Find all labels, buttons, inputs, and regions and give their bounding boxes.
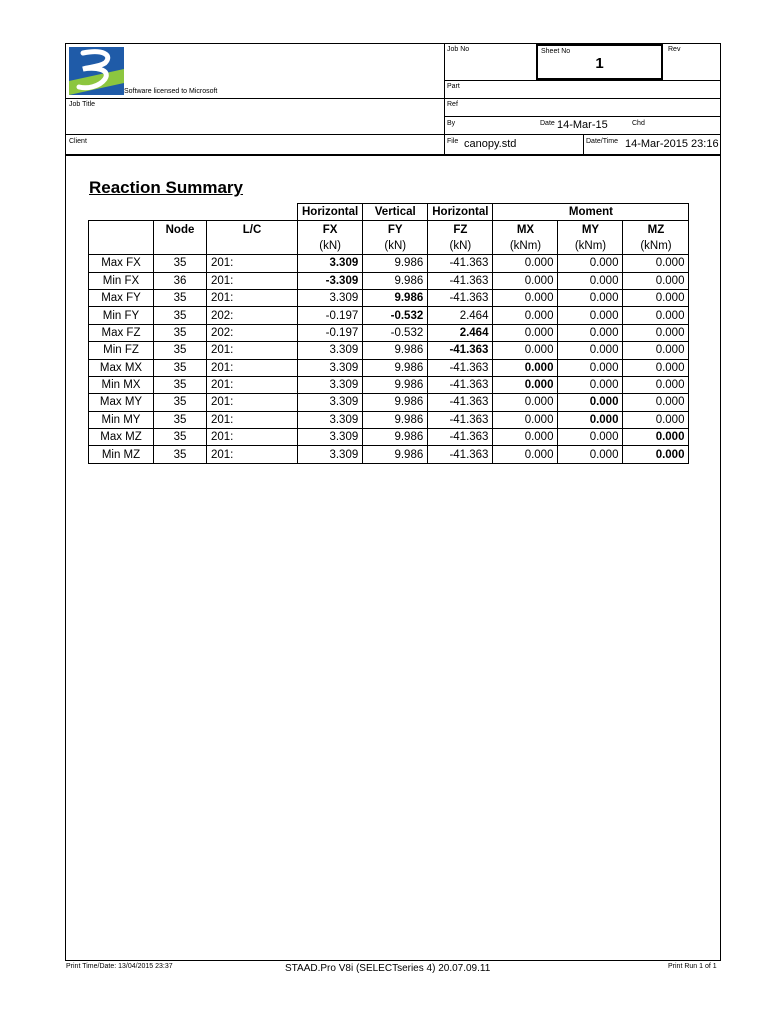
cell-my: 0.000: [558, 376, 623, 393]
cell-label: Max MY: [89, 394, 154, 411]
ref-label: Ref: [447, 101, 458, 108]
group-header: Moment: [493, 204, 689, 221]
job-title-label: Job Title: [69, 101, 96, 108]
date-value: 14-Mar-15: [557, 119, 608, 131]
cell-fy: 9.986: [363, 359, 428, 376]
cell-lc: 201:: [207, 446, 298, 463]
cell-mz: 0.000: [623, 289, 689, 306]
table-row: [89, 342, 689, 359]
cell-fx: -0.197: [298, 307, 363, 324]
cell-mx: 0.000: [493, 272, 558, 289]
unit-label: (kNm): [623, 238, 689, 255]
file-value: canopy.std: [464, 138, 517, 150]
cell-node: 35: [154, 307, 207, 324]
cell-mz: 0.000: [623, 307, 689, 324]
cell-fx: 3.309: [298, 255, 363, 272]
cell-fz: -41.363: [428, 359, 493, 376]
cell-fy: 9.986: [363, 446, 428, 463]
cell-fz: 2.464: [428, 307, 493, 324]
sheet-number: 1: [595, 55, 604, 72]
reaction-summary-table: [88, 203, 689, 464]
cell-mx: 0.000: [493, 255, 558, 272]
cell-lc: 201:: [207, 342, 298, 359]
table-row: [89, 324, 689, 341]
cell-fy: 9.986: [363, 394, 428, 411]
cell-fx: 3.309: [298, 342, 363, 359]
date-time-value: 14-Mar-2015 23:16: [625, 138, 719, 150]
cell-fy: 9.986: [363, 411, 428, 428]
date-label: Date: [540, 120, 555, 127]
license-text: Software licensed to Microsoft: [124, 88, 218, 95]
cell-mx: 0.000: [493, 289, 558, 306]
cell-fy: 9.986: [363, 376, 428, 393]
cell-mz: 0.000: [623, 429, 689, 446]
cell-mx: 0.000: [493, 446, 558, 463]
unit-label: (kNm): [493, 238, 558, 255]
cell-node: 35: [154, 394, 207, 411]
cell-my: 0.000: [558, 342, 623, 359]
client-label: Client: [69, 138, 87, 145]
cell-label: Min FX: [89, 272, 154, 289]
cell-mx: 0.000: [493, 359, 558, 376]
column-header: MY: [558, 221, 623, 238]
cell-fx: 3.309: [298, 429, 363, 446]
table-row: [89, 272, 689, 289]
column-header: MZ: [623, 221, 689, 238]
by-label: By: [447, 120, 456, 127]
cell-my: 0.000: [558, 359, 623, 376]
unit-label: (kN): [363, 238, 428, 255]
group-header-row: [89, 204, 689, 221]
cell-fy: 9.986: [363, 342, 428, 359]
print-run: Print Run 1 of 1: [668, 963, 717, 970]
cell-label: Max FX: [89, 255, 154, 272]
cell-label: Min FY: [89, 307, 154, 324]
cell-label: Max FZ: [89, 324, 154, 341]
sheet-number-box: [536, 44, 663, 80]
cell-fz: -41.363: [428, 394, 493, 411]
cell-label: Min MZ: [89, 446, 154, 463]
cell-my: 0.000: [558, 411, 623, 428]
cell-my: 0.000: [558, 289, 623, 306]
cell-label: Min MY: [89, 411, 154, 428]
cell-my: 0.000: [558, 272, 623, 289]
unit-label: (kN): [428, 238, 493, 255]
cell-fx: 3.309: [298, 394, 363, 411]
cell-node: 35: [154, 376, 207, 393]
cell-my: 0.000: [558, 394, 623, 411]
cell-node: 36: [154, 272, 207, 289]
cell-my: 0.000: [558, 324, 623, 341]
cell-lc: 201:: [207, 411, 298, 428]
column-header: FZ: [428, 221, 493, 238]
cell-node: 35: [154, 289, 207, 306]
cell-fy: -0.532: [363, 324, 428, 341]
column-header: L/C: [207, 221, 298, 238]
cell-fy: 9.986: [363, 255, 428, 272]
cell-fx: 3.309: [298, 289, 363, 306]
cell-mx: 0.000: [493, 324, 558, 341]
cell-lc: 201:: [207, 255, 298, 272]
cell-fz: -41.363: [428, 289, 493, 306]
date-time-label: Date/Time: [586, 138, 619, 145]
cell-lc: 201:: [207, 394, 298, 411]
cell-fz: -41.363: [428, 255, 493, 272]
cell-mx: 0.000: [493, 307, 558, 324]
unit-label: (kN): [298, 238, 363, 255]
cell-my: 0.000: [558, 307, 623, 324]
cell-fz: -41.363: [428, 376, 493, 393]
column-header: MX: [493, 221, 558, 238]
column-header-row: [89, 221, 689, 238]
cell-fx: 3.309: [298, 359, 363, 376]
cell-mz: 0.000: [623, 376, 689, 393]
cell-node: 35: [154, 429, 207, 446]
column-header: FY: [363, 221, 428, 238]
unit-label: (kNm): [558, 238, 623, 255]
column-header: FX: [298, 221, 363, 238]
cell-node: 35: [154, 411, 207, 428]
cell-fx: 3.309: [298, 446, 363, 463]
job-no-label: Job No: [447, 46, 470, 53]
cell-node: 35: [154, 324, 207, 341]
cell-fx: -0.197: [298, 324, 363, 341]
cell-my: 0.000: [558, 255, 623, 272]
cell-mz: 0.000: [623, 255, 689, 272]
cell-fz: -41.363: [428, 342, 493, 359]
cell-fz: 2.464: [428, 324, 493, 341]
cell-fz: -41.363: [428, 446, 493, 463]
cell-fy: -0.532: [363, 307, 428, 324]
cell-mz: 0.000: [623, 324, 689, 341]
cell-mz: 0.000: [623, 394, 689, 411]
table-row: [89, 289, 689, 306]
cell-mz: 0.000: [623, 342, 689, 359]
group-header: Horizontal: [428, 204, 493, 221]
cell-label: Max FY: [89, 289, 154, 306]
cell-fz: -41.363: [428, 272, 493, 289]
cell-mz: 0.000: [623, 411, 689, 428]
sheet-no-label: Sheet No: [541, 48, 571, 55]
cell-lc: 201:: [207, 272, 298, 289]
cell-lc: 202:: [207, 307, 298, 324]
cell-fz: -41.363: [428, 429, 493, 446]
cell-node: 35: [154, 446, 207, 463]
cell-node: 35: [154, 342, 207, 359]
table-row: [89, 394, 689, 411]
chd-label: Chd: [632, 120, 645, 127]
cell-lc: 201:: [207, 376, 298, 393]
table-row: [89, 429, 689, 446]
file-label: File: [447, 138, 459, 145]
table-row: [89, 359, 689, 376]
cell-fz: -41.363: [428, 411, 493, 428]
title-block: [66, 44, 720, 156]
cell-label: Min MX: [89, 376, 154, 393]
cell-lc: 201:: [207, 289, 298, 306]
table-row: [89, 307, 689, 324]
cell-lc: 202:: [207, 324, 298, 341]
cell-fx: 3.309: [298, 376, 363, 393]
table-row: [89, 376, 689, 393]
cell-mz: 0.000: [623, 359, 689, 376]
cell-fy: 9.986: [363, 429, 428, 446]
cell-mx: 0.000: [493, 411, 558, 428]
cell-mz: 0.000: [623, 272, 689, 289]
cell-node: 35: [154, 255, 207, 272]
cell-label: Min FZ: [89, 342, 154, 359]
column-header: Node: [154, 221, 207, 238]
cell-mx: 0.000: [493, 429, 558, 446]
cell-lc: 201:: [207, 359, 298, 376]
group-header: Horizontal: [298, 204, 363, 221]
cell-fy: 9.986: [363, 289, 428, 306]
cell-fy: 9.986: [363, 272, 428, 289]
report-title: Reaction Summary: [89, 178, 243, 197]
cell-node: 35: [154, 359, 207, 376]
cell-mx: 0.000: [493, 394, 558, 411]
table-row: [89, 446, 689, 463]
rev-label: Rev: [668, 46, 681, 53]
cell-my: 0.000: [558, 429, 623, 446]
print-time-date: Print Time/Date: 13/04/2015 23:37: [66, 963, 173, 970]
table-row: [89, 411, 689, 428]
bentley-logo-icon: [69, 47, 124, 95]
cell-lc: 201:: [207, 429, 298, 446]
units-row: [89, 238, 689, 255]
cell-mx: 0.000: [493, 376, 558, 393]
cell-mx: 0.000: [493, 342, 558, 359]
software-version: STAAD.Pro V8i (SELECTseries 4) 20.07.09.11: [285, 963, 491, 974]
cell-fx: -3.309: [298, 272, 363, 289]
group-header: Vertical: [363, 204, 428, 221]
cell-label: Max MX: [89, 359, 154, 376]
cell-my: 0.000: [558, 446, 623, 463]
table-row: [89, 255, 689, 272]
cell-mz: 0.000: [623, 446, 689, 463]
part-label: Part: [447, 83, 460, 90]
cell-label: Max MZ: [89, 429, 154, 446]
cell-fx: 3.309: [298, 411, 363, 428]
